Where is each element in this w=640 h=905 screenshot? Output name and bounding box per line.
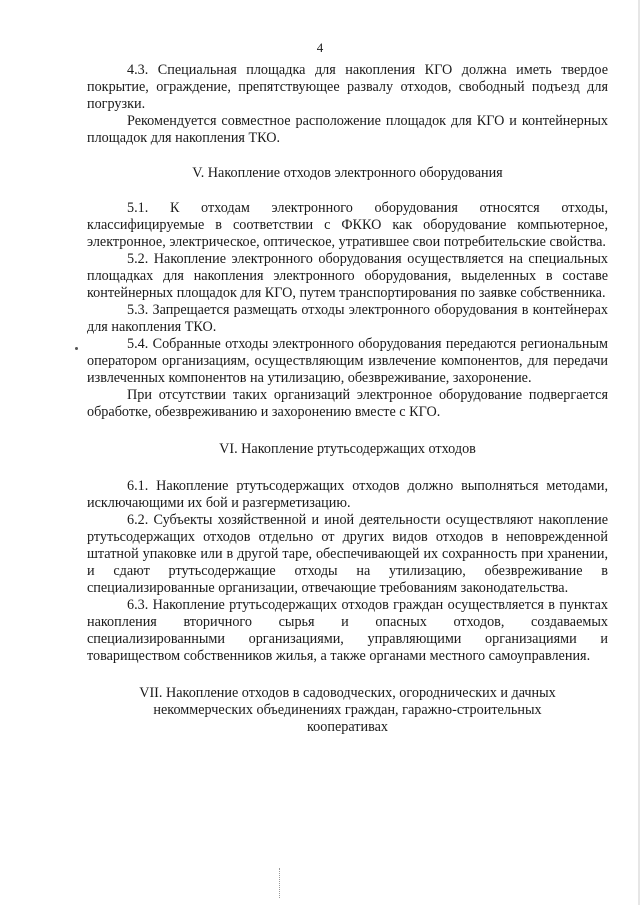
paragraph-5-4-note: При отсутствии таких организаций электронное оборудование подвергается обработке, обезвреживанию и захоронению вместе с КГО. xyxy=(87,387,608,420)
paragraph-4-3: 4.3. Специальная площадка для накопления КГО должна иметь твердое покрытие, ограждение, препятствующее развалу отходов, свободный подъезд для погрузки. xyxy=(87,62,608,112)
section-heading-6: VI. Накопление ртутьсодержащих отходов xyxy=(219,441,476,457)
paragraph-5-1: 5.1. К отходам электронного оборудования относятся отходы, классифицируемые в соответствии с ФККО как оборудование компьютерное, электронное, электрическое, оптическое, утратившее свои потребительские свойства. xyxy=(87,200,608,250)
document-body xyxy=(87,62,608,736)
section-heading-5: V. Накопление отходов электронного оборудования xyxy=(192,165,503,181)
paragraph-5-2: 5.2. Накопление электронного оборудования осуществляется на специальных площадках для накопления электронного оборудования, выделенных в составе контейнерных площадок для КГО, путем транспортирования по заявке собственника. xyxy=(87,251,608,301)
paragraph-recommendation: Рекомендуется совместное расположение площадок для КГО и контейнерных площадок для накопления ТКО. xyxy=(87,113,608,146)
paragraph-5-3: 5.3. Запрещается размещать отходы электронного оборудования в контейнерах для накопления ТКО. xyxy=(87,302,608,335)
section-heading-7: VII. Накопление отходов в садоводческих, огороднических и дачных некоммерческих объединениях граждан, гаражно-строительных кооперативах xyxy=(139,685,556,735)
page-number: 4 xyxy=(316,40,324,55)
paragraph-5-4: 5.4. Собранные отходы электронного оборудования передаются региональным оператором организациям, осуществляющим извлечение компонентов, для передачи извлеченных компонентов на утилизацию, обезвреживание, захоронение. xyxy=(87,336,608,386)
paragraph-6-3: 6.3. Накопление ртутьсодержащих отходов граждан осуществляется в пунктах накопления вторичного сырья и опасных отходов, создаваемых специализированными организациями, управляющими организациями и товариществом собственников жилья, а также органами местного самоуправления. xyxy=(87,597,608,664)
margin-mark xyxy=(75,347,78,350)
paragraph-6-1: 6.1. Накопление ртутьсодержащих отходов должно выполняться методами, исключающими их бой и разгерметизацию. xyxy=(87,478,608,511)
paragraph-6-2: 6.2. Субъекты хозяйственной и иной деятельности осуществляют накопление ртутьсодержащих отходов отдельно от других видов отходов в неповрежденной штатной упаковке или в другой таре, обеспечивающей их сохранность при хранении, и сдают ртутьсодержащие отходы на утилизацию, обезвреживание в специализированные организации, отвечающие требованиям законодательства. xyxy=(87,512,608,596)
scan-artifact xyxy=(279,868,282,898)
